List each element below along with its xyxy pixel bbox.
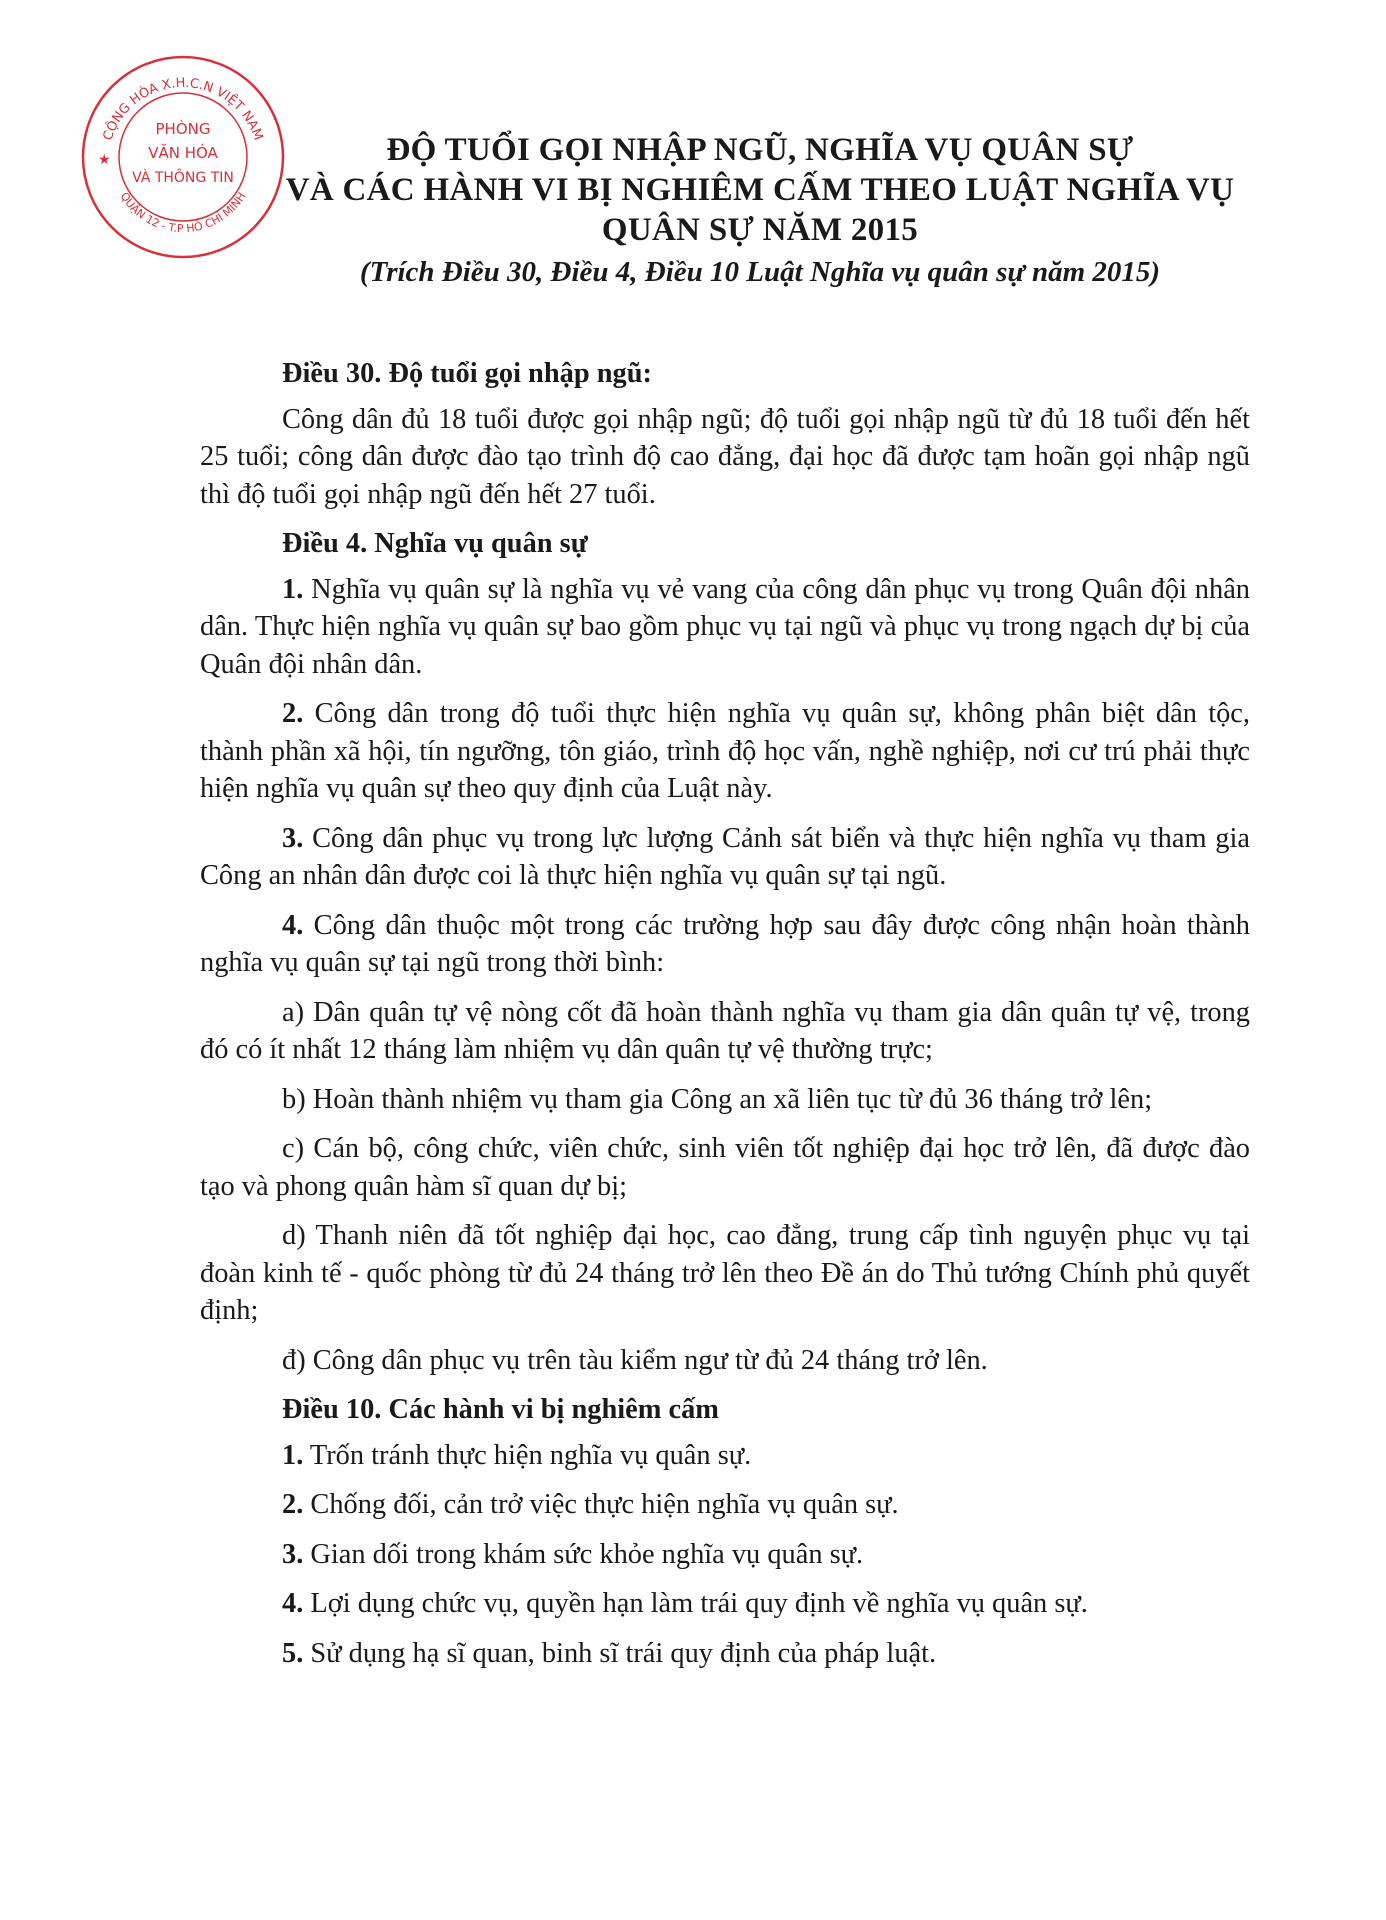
svg-text:QUẬN 12 - T.P HỒ CHÍ MINH <box>118 190 249 235</box>
document-title <box>270 130 1250 250</box>
article-10-item <box>200 1635 1250 1673</box>
article-4-heading: Điều 4. Nghĩa vụ quân sự <box>282 528 588 559</box>
article-10-item <box>200 1486 1250 1524</box>
title-line-1: ĐỘ TUỔI GỌI NHẬP NGŨ, NGHĨA VỤ QUÂN SỰ <box>386 132 1134 168</box>
article-4-item <box>200 907 1250 982</box>
official-seal <box>78 52 288 262</box>
item-number: 4. <box>282 909 304 941</box>
item-number: 3. <box>282 822 304 854</box>
item-text: Lợi dụng chức vụ, quyền hạn làm trái quy định về nghĩa vụ quân sự. <box>303 1588 1088 1619</box>
document-subtitle: (Trích Điều 30, Điều 4, Điều 10 Luật Nghĩa vụ quân sự năm 2015) <box>359 256 1161 288</box>
article-4-subitem: b) Hoàn thành nhiệm vụ tham gia Công an xã liên tục từ đủ 36 tháng trở lên; <box>282 1083 1153 1115</box>
seal-line-3: VÀ THÔNG TIN <box>132 170 234 186</box>
article-4-item <box>200 695 1250 808</box>
title-line-2: VÀ CÁC HÀNH VI BỊ NGHIÊM CẤM THEO LUẬT NGHĨA VỤ <box>285 172 1235 208</box>
seal-line-2: VĂN HÓA <box>148 144 218 162</box>
article-4-subitem: d) Thanh niên đã tốt nghiệp đại học, cao đẳng, trung cấp tình nguyện phục vụ tại đoàn kinh tế - quốc phòng từ đủ 24 tháng trở lên theo Đề án do Thủ tướng Chính phủ quyết định; <box>200 1220 1250 1326</box>
item-number: 2. <box>282 1489 304 1520</box>
item-number: 3. <box>282 1538 304 1570</box>
item-text: Nghĩa vụ quân sự là nghĩa vụ vẻ vang của công dân phục vụ trong Quân đội nhân dân. Thực hiện nghĩa vụ quân sự bao gồm phục vụ tại ngũ và phục vụ trong ngạch dự bị của Quân đội nhân dân. <box>200 573 1250 680</box>
item-text: Trốn tránh thực hiện nghĩa vụ quân sự. <box>303 1439 752 1471</box>
item-text: Chống đối, cản trở việc thực hiện nghĩa vụ quân sự. <box>303 1489 899 1520</box>
document-body <box>200 355 1250 1684</box>
article-30-heading: Điều 30. Độ tuổi gọi nhập ngũ: <box>282 358 652 389</box>
item-text: Sử dụng hạ sĩ quan, binh sĩ trái quy định của pháp luật. <box>303 1637 937 1669</box>
seal-arc-text: CỘNG HÒA X.H.C.N VIỆT NAM <box>100 75 266 143</box>
item-text: Gian dối trong khám sức khỏe nghĩa vụ quân sự. <box>303 1538 864 1570</box>
article-4-subitem: đ) Công dân phục vụ trên tàu kiểm ngư từ đủ 24 tháng trở lên. <box>282 1344 988 1376</box>
article-4-item <box>200 571 1250 684</box>
item-text: Công dân trong độ tuổi thực hiện nghĩa vụ quân sự, không phân biệt dân tộc, thành phần xã hội, tín ngưỡng, tôn giáo, trình độ học vấn, nghề nghiệp, nơi cư trú phải thực hiện nghĩa vụ quân sự theo quy định của Luật này. <box>200 698 1250 804</box>
title-line-3: QUÂN SỰ NĂM 2015 <box>601 212 919 248</box>
article-30-text: Công dân đủ 18 tuổi được gọi nhập ngũ; độ tuổi gọi nhập ngũ từ đủ 18 tuổi đến hết 25 tuổi; công dân được đào tạo trình độ cao đẳng, đại học đã được tạm hoãn gọi nhập ngũ thì độ tuổi gọi nhập ngũ đến hết 27 tuổi. <box>200 403 1250 510</box>
article-10-item <box>200 1585 1250 1623</box>
article-4-item <box>200 820 1250 895</box>
item-number: 4. <box>282 1588 304 1619</box>
item-number: 1. <box>282 573 304 605</box>
article-4-subitem: a) Dân quân tự vệ nòng cốt đã hoàn thành nghĩa vụ tham gia dân quân tự vệ, trong đó có ít nhất 12 tháng làm nhiệm vụ dân quân tự vệ thường trực; <box>200 996 1250 1065</box>
article-10-heading: Điều 10. Các hành vi bị nghiêm cấm <box>282 1394 719 1425</box>
item-number: 5. <box>282 1637 304 1669</box>
item-number: 2. <box>282 698 304 729</box>
seal-line-1: PHÒNG <box>155 120 211 138</box>
article-10-item <box>200 1437 1250 1475</box>
seal-bottom-text: QUẬN 12 - T.P HỒ CHÍ MINH <box>117 189 249 236</box>
item-text: Công dân phục vụ trong lực lượng Cảnh sát biển và thực hiện nghĩa vụ tham gia Công an nhân dân được coi là thực hiện nghĩa vụ quân sự tại ngũ. <box>200 822 1250 891</box>
article-4-subitem: c) Cán bộ, công chức, viên chức, sinh viên tốt nghiệp đại học trở lên, đã được đào tạo và phong quân hàm sĩ quan dự bị; <box>200 1133 1250 1202</box>
seal-star-icon: ★ <box>98 153 111 168</box>
item-text: Công dân thuộc một trong các trường hợp sau đây được công nhận hoàn thành nghĩa vụ quân sự tại ngũ trong thời bình: <box>200 909 1250 978</box>
article-10-item <box>200 1536 1250 1574</box>
item-number: 1. <box>282 1439 304 1471</box>
